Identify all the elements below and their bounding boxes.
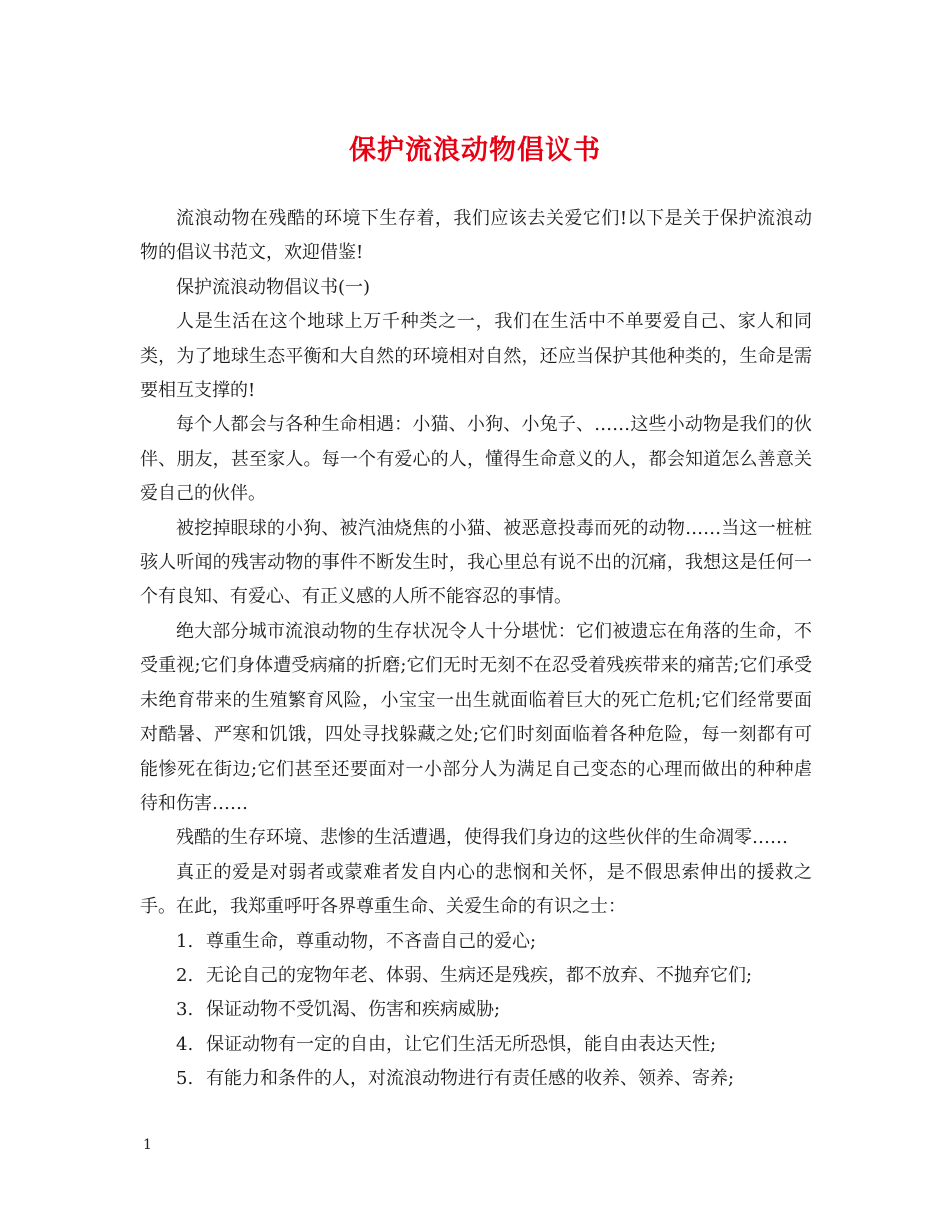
list-item-text: 尊重生命，尊重动物，不吝啬自己的爱心; xyxy=(206,930,537,952)
list-item-number: 4. xyxy=(176,1033,194,1055)
body-paragraph: 每个人都会与各种生命相遇：小猫、小狗、小兔子、……这些小动物是我们的伙伴、朋友，甚至家人。每一个有爱心的人，懂得生命意义的人，都会知道怎么善意关爱自己的伙伴。 xyxy=(140,414,812,505)
appeal-list-item xyxy=(140,959,812,993)
appeal-list-item xyxy=(140,1062,812,1096)
document-title: 保护流浪动物倡议书 xyxy=(349,135,601,166)
list-item-number: 3. xyxy=(176,999,194,1021)
body-paragraph: 人是生活在这个地球上万千种类之一，我们在生活中不单要爱自己、家人和同类，为了地球生态平衡和大自然的环境相对自然，还应当保护其他种类的，生命是需要相互支撑的! xyxy=(140,311,812,402)
intro-paragraph: 流浪动物在残酷的环境下生存着，我们应该去关爱它们!以下是关于保护流浪动物的倡议书范文，欢迎借鉴! xyxy=(140,208,812,264)
list-item-text: 无论自己的宠物年老、体弱、生病还是残疾，都不放弃、不抛弃它们; xyxy=(206,964,753,986)
appeal-list-item xyxy=(140,1028,812,1062)
list-item-text: 保证动物不受饥渴、伤害和疾病威胁; xyxy=(206,999,501,1021)
document-body xyxy=(140,202,812,1097)
body-paragraph: 绝大部分城市流浪动物的生存状况令人十分堪忧：它们被遗忘在角落的生命，不受重视;它们身体遭受病痛的折磨;它们无时无刻不在忍受着残疾带来的痛苦;它们承受未绝育带来的生殖繁育风险，小宝宝一出生就面临着巨大的死亡危机;它们经常要面对酷暑、严寒和饥饿，四处寻找躲藏之处;它们时刻面临着各种危险，每一刻都有可能惨死在街边;它们甚至还要面对一小部分人为满足自己变态的心理而做出的种种虐待和伤害…… xyxy=(140,620,812,814)
page-number: 1 xyxy=(143,1137,152,1153)
list-item-number: 1. xyxy=(176,930,194,952)
list-item-number: 2. xyxy=(176,964,194,986)
body-paragraph: 真正的爱是对弱者或蒙难者发自内心的悲悯和关怀，是不假思索伸出的援救之手。在此，我郑重呼吁各界尊重生命、关爱生命的有识之士： xyxy=(140,861,812,918)
list-item-number: 5. xyxy=(176,1068,194,1090)
list-item-text: 保证动物有一定的自由，让它们生活无所恐惧，能自由表达天性; xyxy=(206,1033,717,1055)
appeal-list-item xyxy=(140,993,812,1027)
appeal-list-item xyxy=(140,925,812,959)
body-paragraph: 被挖掉眼球的小狗、被汽油烧焦的小猫、被恶意投毒而死的动物……当这一桩桩骇人听闻的残害动物的事件不断发生时，我心里总有说不出的沉痛，我想这是任何一个有良知、有爱心、有正义感的人所不能容忍的事情。 xyxy=(140,517,812,608)
list-item-text: 有能力和条件的人，对流浪动物进行有责任感的收养、领养、寄养; xyxy=(206,1068,735,1090)
body-paragraph: 残酷的生存环境、悲惨的生活遭遇，使得我们身边的这些伙伴的生命凋零…… xyxy=(176,827,788,849)
section-heading: 保护流浪动物倡议书(一) xyxy=(176,276,371,298)
